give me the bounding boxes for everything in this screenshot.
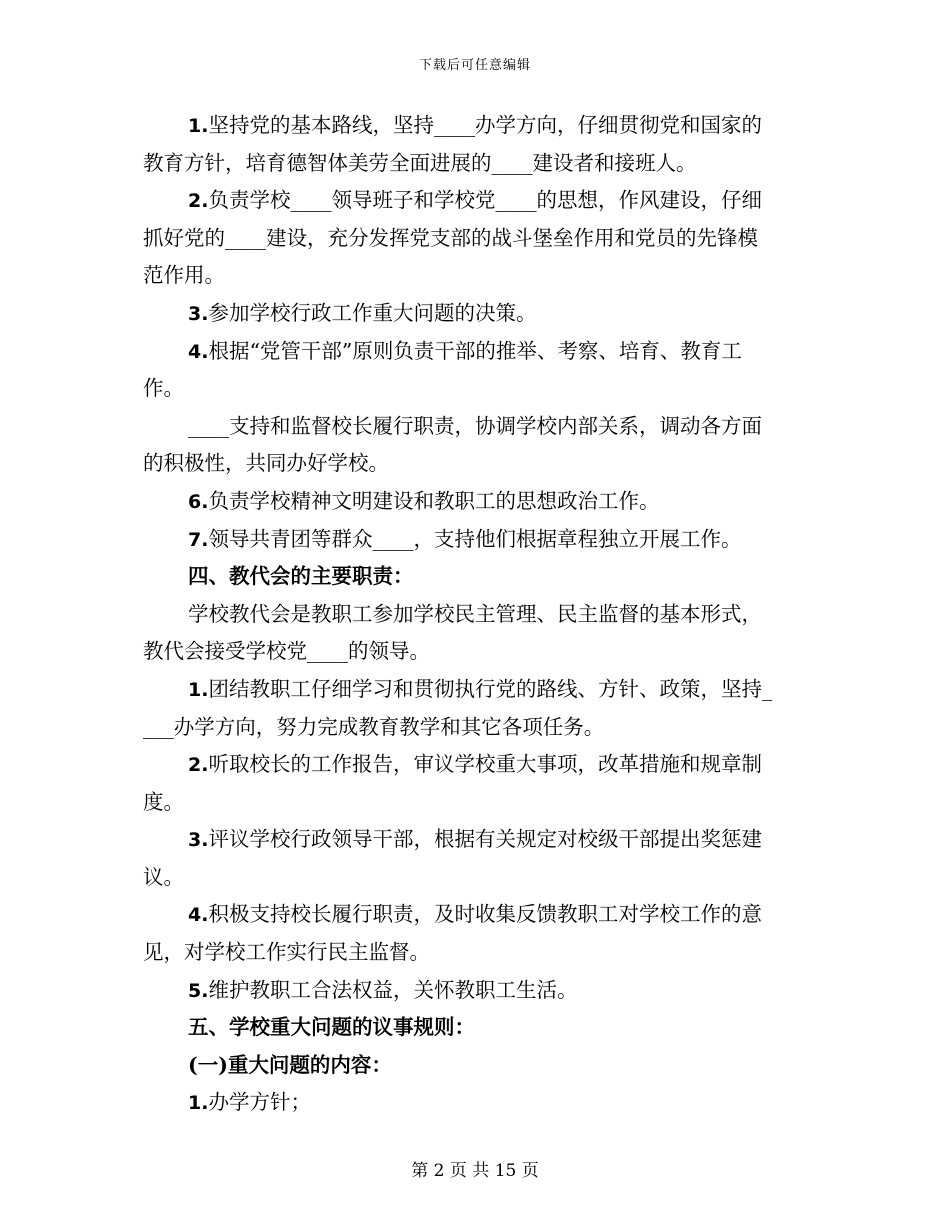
line-text: 参加学校行政工作重大问题的决策。	[208, 300, 537, 325]
line-text: 教代会接受学校党____的领导。	[143, 639, 430, 664]
text-line	[143, 633, 807, 671]
line-text: 负责学校精神文明建设和教职工的思想政治工作。	[208, 488, 660, 513]
text-line	[143, 333, 807, 371]
line-text: 范作用。	[143, 263, 225, 288]
text-line	[143, 1084, 807, 1122]
item-number: 1.	[188, 1092, 209, 1115]
section-heading	[143, 1009, 807, 1047]
line-text: 办学方针；	[208, 1090, 311, 1115]
section-heading	[143, 558, 807, 596]
text-line	[143, 784, 807, 822]
text-line	[143, 821, 807, 859]
line-text: 度。	[143, 789, 184, 814]
text-line	[143, 107, 807, 145]
line-text: 坚持党的基本路线，坚持____办学方向，仔细贯彻党和国家的	[208, 113, 762, 137]
text-line	[143, 896, 807, 934]
line-text: 见，对学校工作实行民主监督。	[143, 940, 430, 965]
text-line	[143, 445, 807, 483]
item-number: 3.	[188, 302, 209, 325]
section-heading	[143, 1047, 807, 1085]
item-number: 3.	[188, 829, 209, 852]
text-line	[143, 145, 807, 183]
item-number: 2.	[188, 754, 209, 777]
line-text: 评议学校行政领导干部，根据有关规定对校级干部提出奖惩建	[208, 827, 762, 852]
text-line	[143, 220, 807, 258]
line-text: 学校教代会是教职工参加学校民主管理、民主监督的基本形式，	[188, 601, 762, 626]
item-number: 1.	[188, 115, 209, 137]
line-text: ___办学方向，努力完成教育教学和其它各项任务。	[143, 714, 605, 739]
text-line	[143, 408, 807, 446]
line-text: 抓好党的____建设，充分发挥党支部的战斗堡垒作用和党员的先锋模	[143, 225, 758, 250]
page-number: 第 2 页 共 15 页	[411, 1161, 539, 1181]
line-text: 维护教职工合法权益，关怀教职工生活。	[208, 977, 578, 1002]
item-number: 1.	[188, 678, 209, 701]
text-line	[143, 596, 807, 634]
line-text: 的积极性，共同办好学校。	[143, 451, 389, 476]
text-line	[143, 370, 807, 408]
line-text: 听取校长的工作报告，审议学校重大事项，改革措施和规章制	[208, 752, 762, 777]
line-text: 负责学校____领导班子和学校党____的思想，作风建设，仔细	[208, 188, 762, 213]
line-text: 五、学校重大问题的议事规则：	[188, 1015, 475, 1040]
text-line	[143, 859, 807, 897]
text-line	[143, 709, 807, 747]
line-text: 积极支持校长履行职责，及时收集反馈教职工对学校工作的意	[208, 902, 762, 927]
line-text: 作。	[143, 376, 184, 401]
line-text: 领导共青团等群众____，支持他们根据章程独立开展工作。	[208, 526, 742, 551]
item-number: 4.	[188, 904, 209, 927]
document-body	[143, 107, 807, 1122]
text-line	[143, 746, 807, 784]
line-text: 议。	[143, 864, 184, 889]
item-number: 6.	[188, 490, 209, 513]
item-number: 4.	[188, 340, 209, 363]
text-line	[143, 671, 807, 709]
text-line	[143, 934, 807, 972]
text-line	[143, 483, 807, 521]
header-note: 下载后可任意编辑	[418, 58, 531, 73]
item-number: 7.	[188, 528, 209, 551]
line-text: 根据“党管干部”原则负责干部的推举、考察、培育、教育工	[208, 338, 742, 363]
item-number: 2.	[188, 190, 209, 213]
line-text: 教育方针，培育德智体美劳全面进展的____建设者和接班人。	[143, 150, 697, 175]
text-line	[143, 972, 807, 1010]
line-text: (一)重大问题的内容：	[188, 1052, 392, 1077]
text-line	[143, 521, 807, 559]
text-line	[143, 182, 807, 220]
text-line	[143, 257, 807, 295]
text-line	[143, 295, 807, 333]
line-text: ____支持和监督校长履行职责，协调学校内部关系，调动各方面	[188, 413, 762, 438]
line-text: 团结教职工仔细学习和贯彻执行党的路线、方针、政策，坚持_	[208, 676, 773, 701]
line-text: 四、教代会的主要职责：	[188, 564, 414, 589]
item-number: 5.	[188, 979, 209, 1002]
